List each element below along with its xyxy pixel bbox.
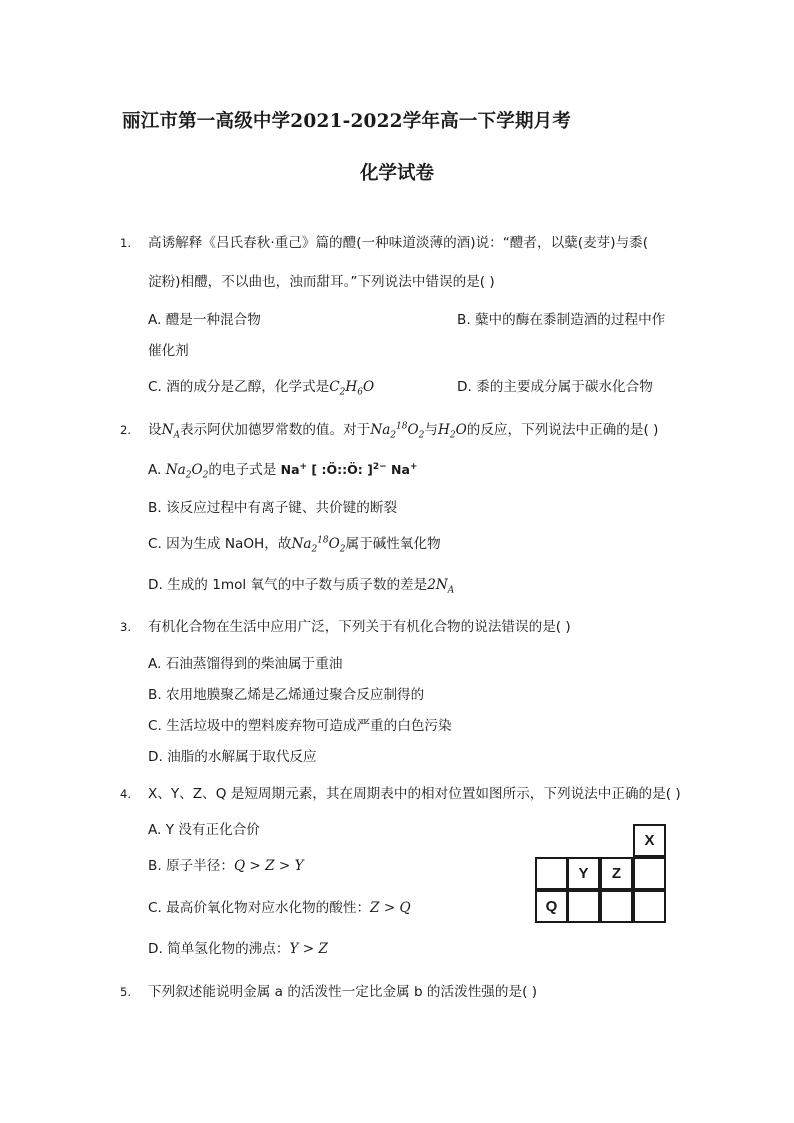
cell-z: Z bbox=[600, 857, 633, 890]
question-stem: 下列叙述能说明金属 a 的活泼性一定比金属 b 的活泼性强的是( ) bbox=[148, 984, 538, 1000]
option-c: C. 最高价氧化物对应水化物的酸性：Z > Q bbox=[148, 900, 411, 916]
question-stem-line1: 高诱解释《吕氏春秋·重己》篇的醴(一种味道淡薄的酒)说：“醴者，以糵(麦芽)与黍( bbox=[148, 235, 649, 251]
option-c: C. 因为生成 NaOH，故$Na_2^{18}O_2$属于碱性氧化物 bbox=[148, 535, 441, 555]
option-a: A. 石油蒸馏得到的柴油属于重油 bbox=[148, 656, 343, 672]
option-d: D. 简单氢化物的沸点：Y > Z bbox=[148, 941, 328, 957]
cell-y: Y bbox=[567, 857, 600, 890]
option-a: A. $Na_2O_2$的电子式是 Na+ [ :Ö::Ö: ]$^{2-}$ Na+ bbox=[148, 461, 418, 481]
cell-empty bbox=[633, 857, 666, 890]
question-stem: 设$N_A$表示阿伏加德罗常数的值。对于$Na_2^{18}O_2$与$H_2O$的反应，下列说法中正确的是( ) bbox=[148, 421, 659, 441]
option-b: B. 该反应过程中有离子键、共价键的断裂 bbox=[148, 500, 398, 516]
cell-empty bbox=[633, 890, 666, 923]
question-number: 2. bbox=[120, 423, 131, 437]
cell-empty bbox=[535, 857, 568, 890]
cell-q: Q bbox=[535, 890, 568, 923]
question-number: 3. bbox=[120, 620, 131, 634]
option-a: A. 醴是一种混合物 bbox=[148, 312, 261, 328]
electron-formula-image: Na+ [ :Ö::Ö: ]$^{2-}$ Na+ bbox=[280, 461, 418, 477]
option-a: A. Y 没有正化合价 bbox=[148, 822, 260, 838]
question-stem-line2: 淀粉)相醴，不以曲也，浊而甜耳。”下列说法中错误的是( ) bbox=[148, 274, 495, 290]
question-stem: 有机化合物在生活中应用广泛，下列关于有机化合物的说法错误的是( ) bbox=[148, 619, 571, 635]
option-c: C. 生活垃圾中的塑料废弃物可造成严重的白色污染 bbox=[148, 718, 452, 734]
option-d: D. 黍的主要成分属于碳水化合物 bbox=[457, 379, 653, 395]
option-d: D. 油脂的水解属于取代反应 bbox=[148, 749, 317, 765]
question-stem: X、Y、Z、Q 是短周期元素，其在周期表中的相对位置如图所示，下列说法中正确的是( ) bbox=[148, 786, 681, 802]
question-number: 4. bbox=[120, 787, 131, 801]
option-b: B. 糵中的酶在黍制造酒的过程中作 bbox=[457, 312, 666, 328]
page-title: 丽江市第一高级中学2021-2022学年高一下学期月考 bbox=[122, 111, 572, 132]
cell-empty bbox=[567, 890, 600, 923]
cell-empty bbox=[600, 890, 633, 923]
question-number: 1. bbox=[120, 236, 131, 250]
option-b: B. 原子半径：Q > Z > Y bbox=[148, 858, 304, 874]
option-b-continued: 催化剂 bbox=[148, 343, 189, 359]
page-subtitle: 化学试卷 bbox=[359, 163, 434, 184]
cell-x: X bbox=[633, 824, 666, 857]
option-d: D. 生成的 1mol 氧气的中子数与质子数的差是$2N_A$ bbox=[148, 577, 455, 596]
question-number: 5. bbox=[120, 985, 131, 999]
option-c: C. 酒的成分是乙醇，化学式是$C_2H_6O$ bbox=[148, 379, 375, 398]
option-b: B. 农用地膜聚乙烯是乙烯通过聚合反应制得的 bbox=[148, 687, 425, 703]
